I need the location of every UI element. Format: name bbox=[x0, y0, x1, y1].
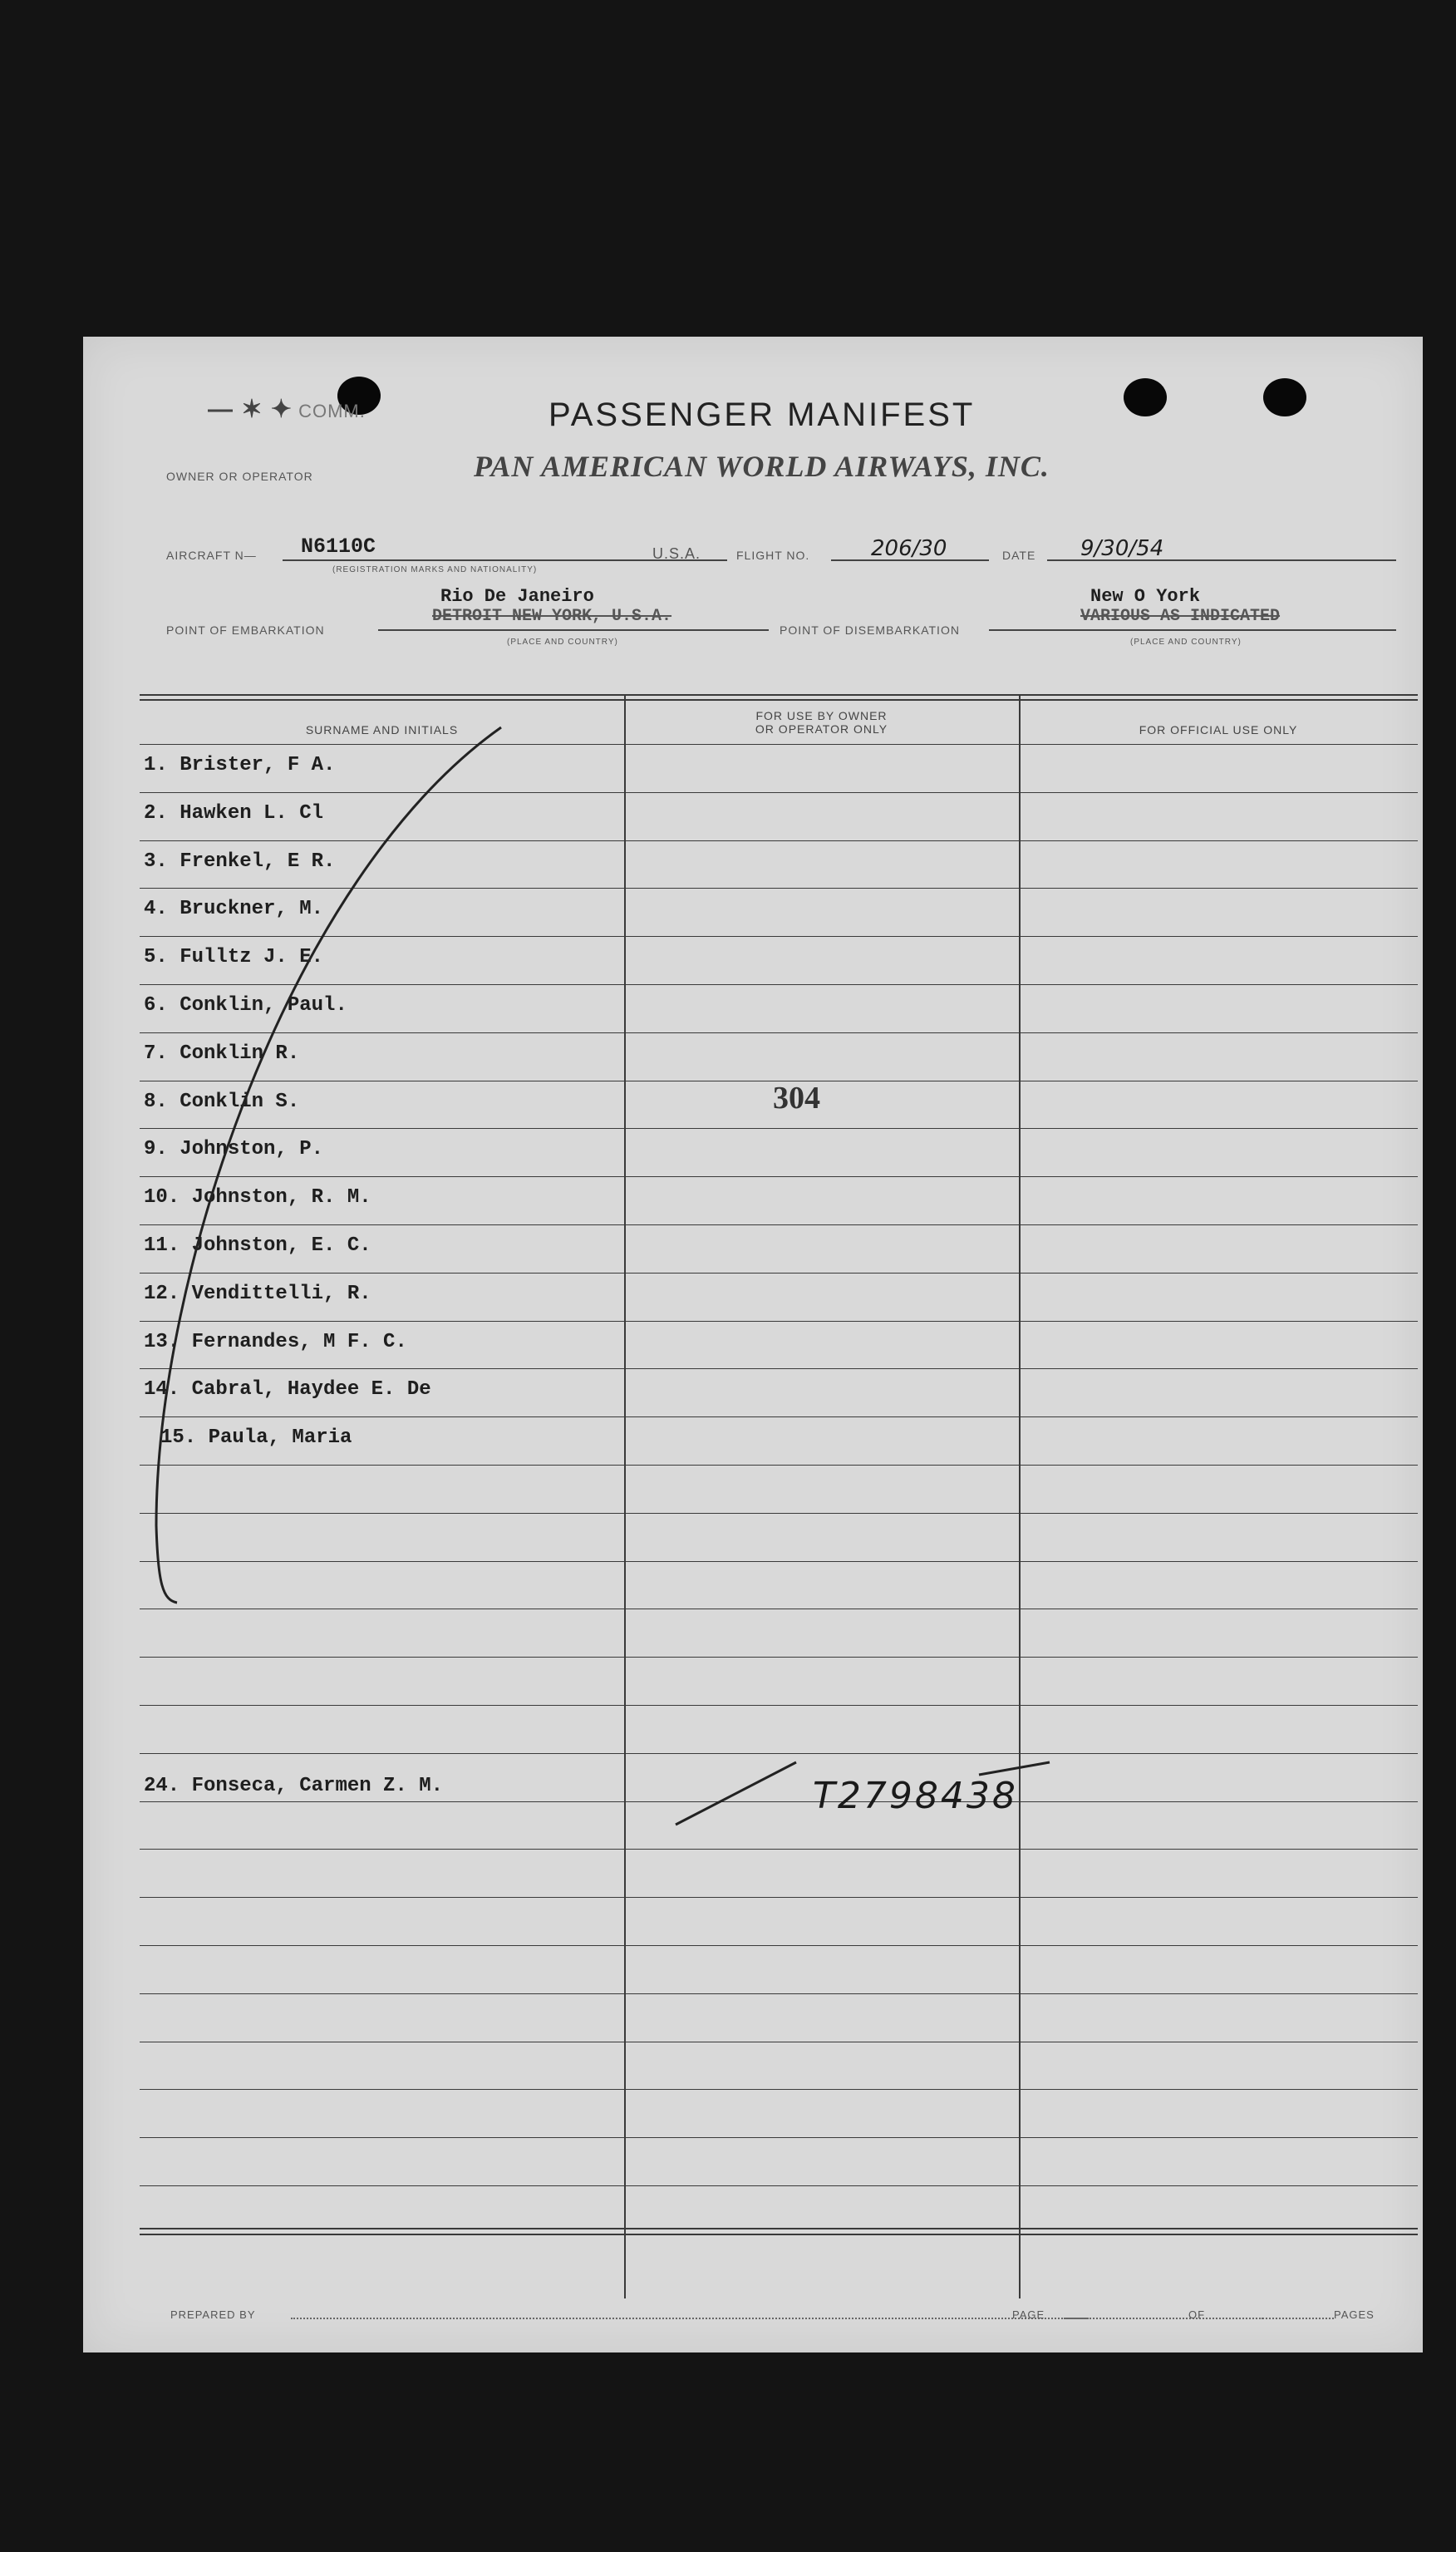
page-title: PASSENGER MANIFEST bbox=[548, 397, 976, 433]
passenger-table bbox=[140, 694, 1418, 2298]
row-rule bbox=[140, 1128, 1418, 1129]
passenger-name: 7. Conklin R. bbox=[144, 1042, 300, 1065]
row-rule bbox=[140, 1416, 1418, 1417]
row-rule bbox=[140, 1465, 1418, 1466]
row-rule bbox=[140, 1224, 1418, 1225]
passenger-name: 10. Johnston, R. M. bbox=[144, 1186, 371, 1209]
column-owner-use: FOR USE BY OWNER OR OPERATOR ONLY bbox=[755, 709, 888, 736]
row-rule bbox=[140, 1032, 1418, 1033]
handwritten-marks bbox=[140, 694, 1418, 2298]
row-rule bbox=[140, 1753, 1418, 1754]
row-rule bbox=[140, 888, 1418, 889]
row-rule bbox=[140, 1561, 1418, 1562]
passenger-name: 4. Bruckner, M. bbox=[144, 898, 324, 921]
passenger-name: 9. Johnston, P. bbox=[144, 1138, 324, 1161]
row-rule bbox=[140, 2137, 1418, 2138]
row-rule bbox=[140, 1993, 1418, 1994]
passenger-name: 8. Conklin S. bbox=[144, 1090, 300, 1113]
row-rule bbox=[140, 2089, 1418, 2090]
passenger-name: 15. Paula, Maria bbox=[160, 1426, 352, 1450]
place-note: (PLACE AND COUNTRY) bbox=[507, 638, 618, 647]
column-surname: SURNAME AND INITIALS bbox=[305, 723, 459, 737]
passenger-name: 11. Johnston, E. C. bbox=[144, 1234, 371, 1257]
disembark-struck: VARIOUS AS INDICATED bbox=[1080, 607, 1281, 626]
aircraft-value: N6110C bbox=[301, 535, 376, 559]
embark-struck: DETROIT NEW YORK, U.S.A. bbox=[432, 607, 672, 626]
flight-label: FLIGHT NO. bbox=[736, 549, 810, 562]
column-official: FOR OFFICIAL USE ONLY bbox=[1139, 723, 1298, 737]
passenger-name: 6. Conklin, Paul. bbox=[144, 994, 347, 1017]
row-rule bbox=[140, 1849, 1418, 1850]
place-note-2: (PLACE AND COUNTRY) bbox=[1130, 638, 1242, 647]
stamp-fragment: — ✶ ✦ COMM. bbox=[208, 396, 366, 423]
punch-hole-icon bbox=[1263, 378, 1306, 416]
row-rule bbox=[140, 744, 1418, 745]
passenger-name: 1. Brister, F A. bbox=[144, 754, 336, 776]
row-rule bbox=[140, 840, 1418, 841]
row-rule bbox=[140, 792, 1418, 793]
row-rule bbox=[140, 1321, 1418, 1322]
prepared-by-label: PREPARED BY bbox=[170, 2308, 256, 2321]
punch-hole-icon bbox=[1124, 378, 1167, 416]
disembark-value: New O York bbox=[1090, 586, 1201, 607]
passenger-name: 3. Frenkel, E R. bbox=[144, 850, 336, 873]
embark-label: POINT OF EMBARKATION bbox=[166, 623, 325, 637]
passenger-name: 12. Vendittelli, R. bbox=[144, 1282, 371, 1305]
passenger-name: 2. Hawken L. Cl bbox=[144, 801, 324, 825]
passenger-count: 304 bbox=[773, 1081, 820, 1116]
disembark-label: POINT OF DISEMBARKATION bbox=[780, 623, 960, 637]
passenger-name: 14. Cabral, Haydee E. De bbox=[144, 1378, 431, 1402]
passenger-name: 13. Fernandes, M F. C. bbox=[144, 1330, 407, 1353]
usa-label: U.S.A. bbox=[652, 545, 701, 562]
row-rule bbox=[140, 936, 1418, 937]
row-rule bbox=[140, 1513, 1418, 1514]
manifest-sheet bbox=[83, 337, 1423, 2352]
row-rule bbox=[140, 2185, 1418, 2186]
ticket-number: T2798438 bbox=[813, 1775, 1018, 1817]
row-rule bbox=[140, 1176, 1418, 1177]
row-rule bbox=[140, 1945, 1418, 1946]
row-rule bbox=[140, 1657, 1418, 1658]
flight-value: 206/30 bbox=[871, 536, 947, 561]
row-rule bbox=[140, 984, 1418, 985]
date-value: 9/30/54 bbox=[1080, 536, 1164, 561]
page-label: PAGE bbox=[1012, 2308, 1045, 2321]
registration-note: (REGISTRATION MARKS AND NATIONALITY) bbox=[332, 565, 538, 574]
row-rule bbox=[140, 1273, 1418, 1274]
passenger-name: 5. Fulltz J. E. bbox=[144, 946, 324, 969]
date-label: DATE bbox=[1002, 549, 1036, 562]
row-rule bbox=[140, 1897, 1418, 1898]
aircraft-label: AIRCRAFT N— bbox=[166, 549, 257, 562]
pages-label: PAGES bbox=[1334, 2308, 1375, 2321]
owner-name: PAN AMERICAN WORLD AIRWAYS, INC. bbox=[474, 450, 1050, 483]
embark-value: Rio De Janeiro bbox=[440, 586, 594, 607]
row-rule bbox=[140, 1705, 1418, 1706]
owner-label: OWNER OR OPERATOR bbox=[166, 470, 313, 483]
of-label: OF bbox=[1188, 2308, 1206, 2321]
row-rule bbox=[140, 1801, 1418, 1802]
row-rule bbox=[140, 1368, 1418, 1369]
passenger-name: 24. Fonseca, Carmen Z. M. bbox=[144, 1775, 444, 1797]
